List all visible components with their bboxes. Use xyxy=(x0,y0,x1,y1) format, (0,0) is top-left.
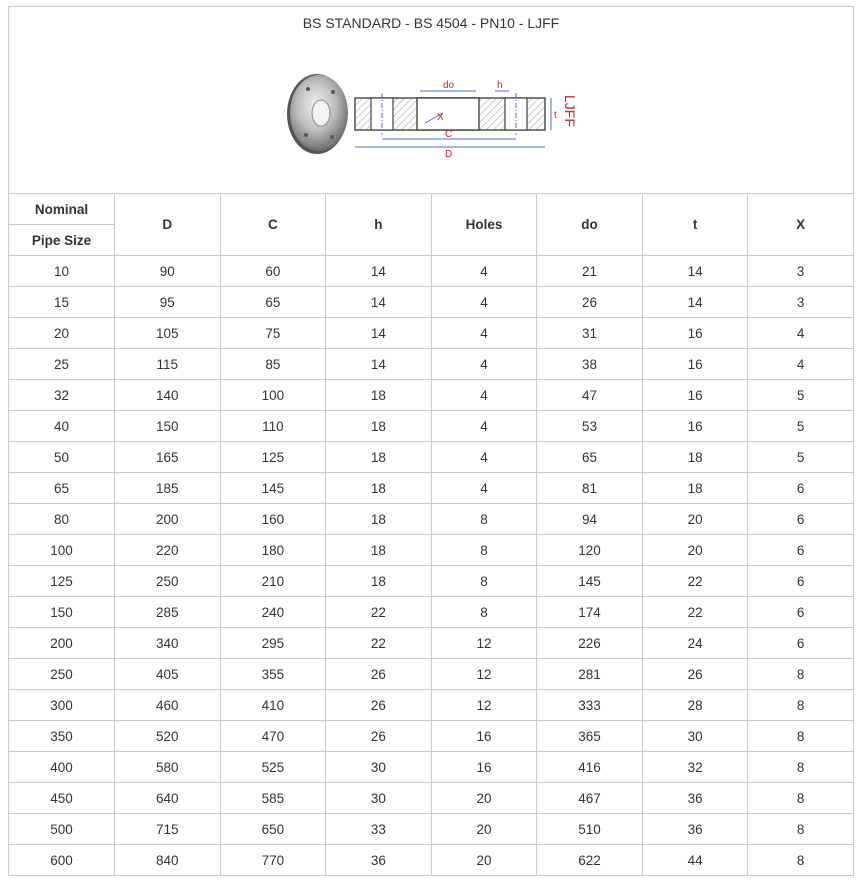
table-cell: 4 xyxy=(431,318,537,349)
header-do: do xyxy=(537,194,643,256)
table-cell: 333 xyxy=(537,690,643,721)
table-cell: 365 xyxy=(537,721,643,752)
table-cell: 53 xyxy=(537,411,643,442)
table-cell: 60 xyxy=(220,256,326,287)
table-cell: 24 xyxy=(642,628,748,659)
table-cell: 14 xyxy=(642,256,748,287)
table-cell: 8 xyxy=(748,659,854,690)
table-cell: 32 xyxy=(642,752,748,783)
table-cell: 12 xyxy=(431,659,537,690)
table-row xyxy=(9,721,854,752)
table-cell: 18 xyxy=(326,380,432,411)
table-cell: 8 xyxy=(748,721,854,752)
table-cell: 16 xyxy=(642,411,748,442)
table-cell: 14 xyxy=(326,349,432,380)
table-cell: 6 xyxy=(748,566,854,597)
table-row xyxy=(9,845,854,876)
table-cell: 38 xyxy=(537,349,643,380)
table-cell: 8 xyxy=(748,814,854,845)
table-cell: 226 xyxy=(537,628,643,659)
table-cell: 47 xyxy=(537,380,643,411)
t-label: t xyxy=(554,110,557,121)
table-row xyxy=(9,380,854,411)
table-cell: 4 xyxy=(431,256,537,287)
table-title: BS STANDARD - BS 4504 - PN10 - LJFF xyxy=(302,15,560,31)
table-cell: 4 xyxy=(431,473,537,504)
table-cell: 5 xyxy=(748,411,854,442)
table-cell: 100 xyxy=(9,535,115,566)
header-row-1 xyxy=(9,194,854,225)
table-cell: 22 xyxy=(326,628,432,659)
flange-photo xyxy=(287,74,348,154)
header-c: C xyxy=(220,194,326,256)
table-cell: 26 xyxy=(326,659,432,690)
table-cell: 295 xyxy=(220,628,326,659)
table-cell: 622 xyxy=(537,845,643,876)
table-cell: 140 xyxy=(115,380,221,411)
title-row xyxy=(9,7,854,194)
table-cell: 4 xyxy=(431,349,537,380)
table-row xyxy=(9,504,854,535)
table-cell: 220 xyxy=(115,535,221,566)
table-cell: 100 xyxy=(220,380,326,411)
table-cell: 8 xyxy=(431,597,537,628)
header-d: D xyxy=(115,194,221,256)
table-cell: 300 xyxy=(9,690,115,721)
table-cell: 340 xyxy=(115,628,221,659)
table-cell: 44 xyxy=(642,845,748,876)
table-cell: 150 xyxy=(115,411,221,442)
table-cell: 6 xyxy=(748,473,854,504)
table-cell: 210 xyxy=(220,566,326,597)
table-cell: 180 xyxy=(220,535,326,566)
table-cell: 20 xyxy=(431,814,537,845)
table-cell: 16 xyxy=(431,721,537,752)
table-cell: 4 xyxy=(748,349,854,380)
table-cell: 18 xyxy=(642,473,748,504)
table-cell: 520 xyxy=(115,721,221,752)
table-cell: 285 xyxy=(115,597,221,628)
table-cell: 281 xyxy=(537,659,643,690)
d-label: D xyxy=(445,149,453,160)
table-cell: 40 xyxy=(9,411,115,442)
table-cell: 4 xyxy=(431,380,537,411)
table-cell: 65 xyxy=(537,442,643,473)
table-cell: 115 xyxy=(115,349,221,380)
table-cell: 160 xyxy=(220,504,326,535)
table-cell: 150 xyxy=(9,597,115,628)
header-t: t xyxy=(642,194,748,256)
table-row xyxy=(9,442,854,473)
table-row xyxy=(9,473,854,504)
table-cell: 6 xyxy=(748,535,854,566)
table-row xyxy=(9,814,854,845)
table-row xyxy=(9,411,854,442)
table-cell: 4 xyxy=(431,287,537,318)
flange-diagram xyxy=(275,65,585,183)
table-cell: 510 xyxy=(537,814,643,845)
table-cell: 110 xyxy=(220,411,326,442)
table-cell: 8 xyxy=(748,783,854,814)
table-cell: 18 xyxy=(326,473,432,504)
table-cell: 6 xyxy=(748,628,854,659)
header-nominal: Nominal xyxy=(9,194,115,225)
table-cell: 30 xyxy=(326,752,432,783)
table-cell: 90 xyxy=(115,256,221,287)
flange-spec-table-container xyxy=(8,6,854,876)
table-cell: 105 xyxy=(115,318,221,349)
table-cell: 12 xyxy=(431,690,537,721)
table-cell: 200 xyxy=(9,628,115,659)
table-row xyxy=(9,256,854,287)
table-cell: 4 xyxy=(748,318,854,349)
table-cell: 12 xyxy=(431,628,537,659)
table-cell: 28 xyxy=(642,690,748,721)
table-cell: 36 xyxy=(326,845,432,876)
table-cell: 8 xyxy=(748,845,854,876)
table-cell: 30 xyxy=(326,783,432,814)
table-cell: 26 xyxy=(537,287,643,318)
table-cell: 145 xyxy=(537,566,643,597)
table-cell: 18 xyxy=(642,442,748,473)
table-cell: 16 xyxy=(642,380,748,411)
table-cell: 125 xyxy=(9,566,115,597)
table-cell: 250 xyxy=(115,566,221,597)
table-row xyxy=(9,287,854,318)
table-cell: 5 xyxy=(748,380,854,411)
table-cell: 6 xyxy=(748,504,854,535)
ljff-vertical-label: LJFF xyxy=(562,95,578,127)
table-cell: 650 xyxy=(220,814,326,845)
table-row xyxy=(9,349,854,380)
table-cell: 460 xyxy=(115,690,221,721)
table-row xyxy=(9,752,854,783)
table-cell: 10 xyxy=(9,256,115,287)
table-cell: 8 xyxy=(748,752,854,783)
table-cell: 120 xyxy=(537,535,643,566)
table-row xyxy=(9,597,854,628)
table-cell: 5 xyxy=(748,442,854,473)
table-row xyxy=(9,318,854,349)
table-cell: 640 xyxy=(115,783,221,814)
table-cell: 500 xyxy=(9,814,115,845)
table-cell: 6 xyxy=(748,597,854,628)
table-cell: 20 xyxy=(642,535,748,566)
table-cell: 8 xyxy=(431,504,537,535)
table-cell: 400 xyxy=(9,752,115,783)
table-cell: 85 xyxy=(220,349,326,380)
table-cell: 3 xyxy=(748,287,854,318)
table-cell: 125 xyxy=(220,442,326,473)
table-cell: 165 xyxy=(115,442,221,473)
table-cell: 416 xyxy=(537,752,643,783)
c-label: C xyxy=(445,129,453,140)
table-cell: 145 xyxy=(220,473,326,504)
table-cell: 405 xyxy=(115,659,221,690)
table-cell: 185 xyxy=(115,473,221,504)
table-cell: 467 xyxy=(537,783,643,814)
table-cell: 770 xyxy=(220,845,326,876)
table-cell: 840 xyxy=(115,845,221,876)
header-holes: Holes xyxy=(431,194,537,256)
table-cell: 14 xyxy=(326,256,432,287)
table-row xyxy=(9,659,854,690)
table-cell: 525 xyxy=(220,752,326,783)
header-x: X xyxy=(748,194,854,256)
table-cell: 14 xyxy=(326,287,432,318)
table-cell: 585 xyxy=(220,783,326,814)
table-cell: 81 xyxy=(537,473,643,504)
table-cell: 600 xyxy=(9,845,115,876)
table-cell: 3 xyxy=(748,256,854,287)
table-cell: 65 xyxy=(9,473,115,504)
table-cell: 80 xyxy=(9,504,115,535)
table-cell: 22 xyxy=(642,597,748,628)
table-cell: 14 xyxy=(642,287,748,318)
table-cell: 21 xyxy=(537,256,643,287)
table-cell: 25 xyxy=(9,349,115,380)
table-cell: 36 xyxy=(642,814,748,845)
table-cell: 16 xyxy=(642,318,748,349)
table-cell: 20 xyxy=(431,845,537,876)
table-cell: 715 xyxy=(115,814,221,845)
table-cell: 22 xyxy=(642,566,748,597)
table-cell: 16 xyxy=(642,349,748,380)
table-cell: 4 xyxy=(431,442,537,473)
table-cell: 75 xyxy=(220,318,326,349)
table-cell: 50 xyxy=(9,442,115,473)
table-row xyxy=(9,690,854,721)
table-cell: 350 xyxy=(9,721,115,752)
table-cell: 95 xyxy=(115,287,221,318)
table-cell: 15 xyxy=(9,287,115,318)
table-cell: 30 xyxy=(642,721,748,752)
table-cell: 174 xyxy=(537,597,643,628)
table-cell: 4 xyxy=(431,411,537,442)
table-cell: 20 xyxy=(431,783,537,814)
title-cell xyxy=(9,7,854,194)
table-cell: 26 xyxy=(326,721,432,752)
table-cell: 580 xyxy=(115,752,221,783)
table-cell: 200 xyxy=(115,504,221,535)
flange-spec-table xyxy=(8,6,854,876)
table-row xyxy=(9,566,854,597)
flange-cross-section xyxy=(355,91,551,147)
table-cell: 16 xyxy=(431,752,537,783)
table-cell: 18 xyxy=(326,442,432,473)
header-h: h xyxy=(326,194,432,256)
header-pipe-size: Pipe Size xyxy=(9,225,115,256)
x-label: X xyxy=(437,112,444,123)
table-cell: 355 xyxy=(220,659,326,690)
table-cell: 14 xyxy=(326,318,432,349)
table-cell: 8 xyxy=(431,535,537,566)
table-cell: 32 xyxy=(9,380,115,411)
table-row xyxy=(9,535,854,566)
table-cell: 250 xyxy=(9,659,115,690)
h-label: h xyxy=(497,80,503,91)
table-cell: 20 xyxy=(9,318,115,349)
table-cell: 410 xyxy=(220,690,326,721)
table-row xyxy=(9,628,854,659)
table-cell: 470 xyxy=(220,721,326,752)
table-cell: 450 xyxy=(9,783,115,814)
table-cell: 94 xyxy=(537,504,643,535)
table-cell: 33 xyxy=(326,814,432,845)
table-cell: 31 xyxy=(537,318,643,349)
table-cell: 26 xyxy=(642,659,748,690)
table-cell: 240 xyxy=(220,597,326,628)
table-cell: 18 xyxy=(326,535,432,566)
table-cell: 36 xyxy=(642,783,748,814)
do-label: do xyxy=(443,80,455,91)
table-cell: 8 xyxy=(748,690,854,721)
table-cell: 8 xyxy=(431,566,537,597)
table-cell: 22 xyxy=(326,597,432,628)
table-cell: 20 xyxy=(642,504,748,535)
table-cell: 26 xyxy=(326,690,432,721)
table-cell: 18 xyxy=(326,504,432,535)
table-cell: 18 xyxy=(326,566,432,597)
table-cell: 18 xyxy=(326,411,432,442)
table-cell: 65 xyxy=(220,287,326,318)
table-row xyxy=(9,783,854,814)
